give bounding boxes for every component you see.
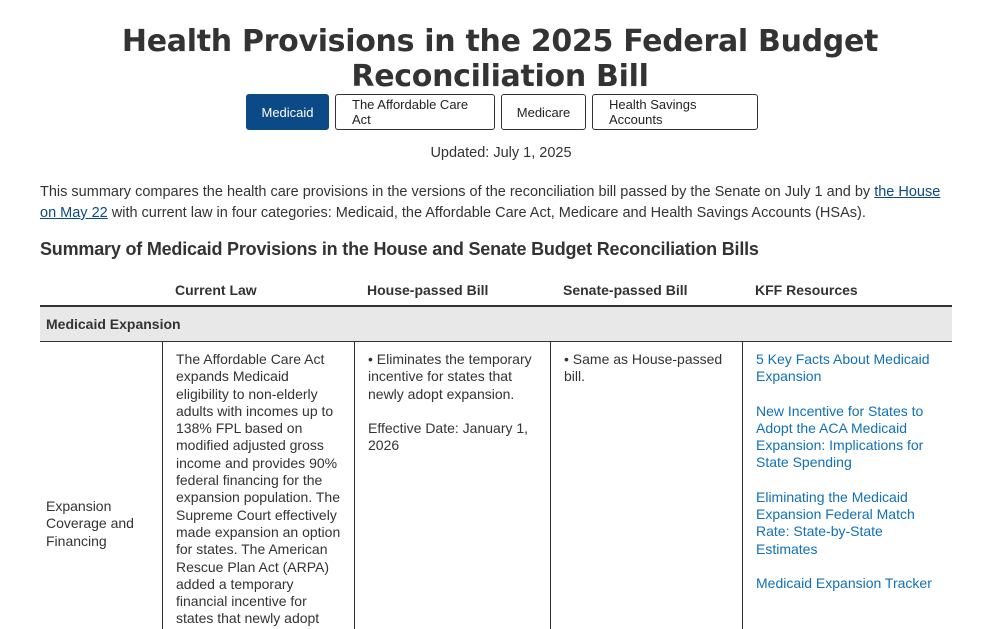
intro-paragraph — [40, 182, 960, 224]
column-header-senate-bill: Senate-passed Bill — [563, 282, 688, 298]
column-header-house-bill: House-passed Bill — [367, 282, 489, 298]
intro-text-start: This summary compares the health care provisions in the versions of the reconciliation bill passed by the Senate on July 1 and by — [40, 184, 875, 200]
current-law-text: The Affordable Care Act expands Medicaid eligibility to non-elderly adults with incomes up to 138% FPL based on modified adjusted gross income and provides 90% federal financing for the expansion population. The Supreme Court effectively made expansion an option for states. The American Rescue Plan Act (ARPA) added a temporary financial incentive for states that newly adopt — [176, 351, 341, 627]
tab-health-savings-accounts[interactable]: Health Savings Accounts — [592, 94, 758, 130]
senate-bill-text: • Same as House-passed bill. — [564, 351, 723, 385]
house-effective-date: Effective Date: January 1, 2026 — [368, 419, 529, 454]
category-row-medicaid-expansion — [40, 307, 952, 342]
category-label: Medicaid Expansion — [46, 316, 181, 332]
table-row — [40, 342, 952, 629]
house-bill-text: • Eliminates the temporary incentive for states that newly adopt expansion. — [368, 351, 532, 402]
row-label: Expansion Coverage and Financing — [46, 498, 134, 549]
resource-link-new-incentive[interactable]: New Incentive for States to Adopt the ACA Medicaid Expansion: Implications for State Spending — [756, 402, 924, 471]
updated-date: Updated: July 1, 2025 — [430, 145, 572, 161]
resource-link-key-facts[interactable]: 5 Key Facts About Medicaid Expansion — [756, 351, 930, 385]
tab-medicaid[interactable]: Medicaid — [246, 94, 329, 130]
page-title: Health Provisions in the 2025 Federal Budget Reconciliation Bill — [121, 24, 879, 94]
row-label-cell — [40, 342, 162, 629]
resource-link-expansion-tracker[interactable]: Medicaid Expansion Tracker — [756, 574, 932, 591]
resource-link-eliminating-match-rate[interactable]: Eliminating the Medicaid Expansion Federal Match Rate: State-by-State Estimates — [756, 488, 915, 557]
column-header-kff-resources: KFF Resources — [755, 282, 858, 298]
tab-affordable-care-act[interactable]: The Affordable Care Act — [335, 94, 495, 130]
tab-medicare[interactable]: Medicare — [501, 94, 586, 130]
house-bill-link[interactable]: the House on May 22 — [40, 184, 941, 221]
senate-bill-cell — [550, 342, 742, 629]
column-header-current-law: Current Law — [175, 282, 257, 298]
section-heading: Summary of Medicaid Provisions in the House and Senate Budget Reconciliation Bills — [40, 239, 759, 259]
intro-text-end: with current law in four categories: Medicaid, the Affordable Care Act, Medicare and Health Savings Accounts (HSAs). — [107, 205, 866, 221]
house-bill-cell — [354, 342, 550, 629]
kff-resources-cell — [742, 342, 952, 629]
tab-bar — [0, 94, 1000, 130]
current-law-cell — [162, 342, 354, 629]
table-header — [40, 282, 952, 307]
